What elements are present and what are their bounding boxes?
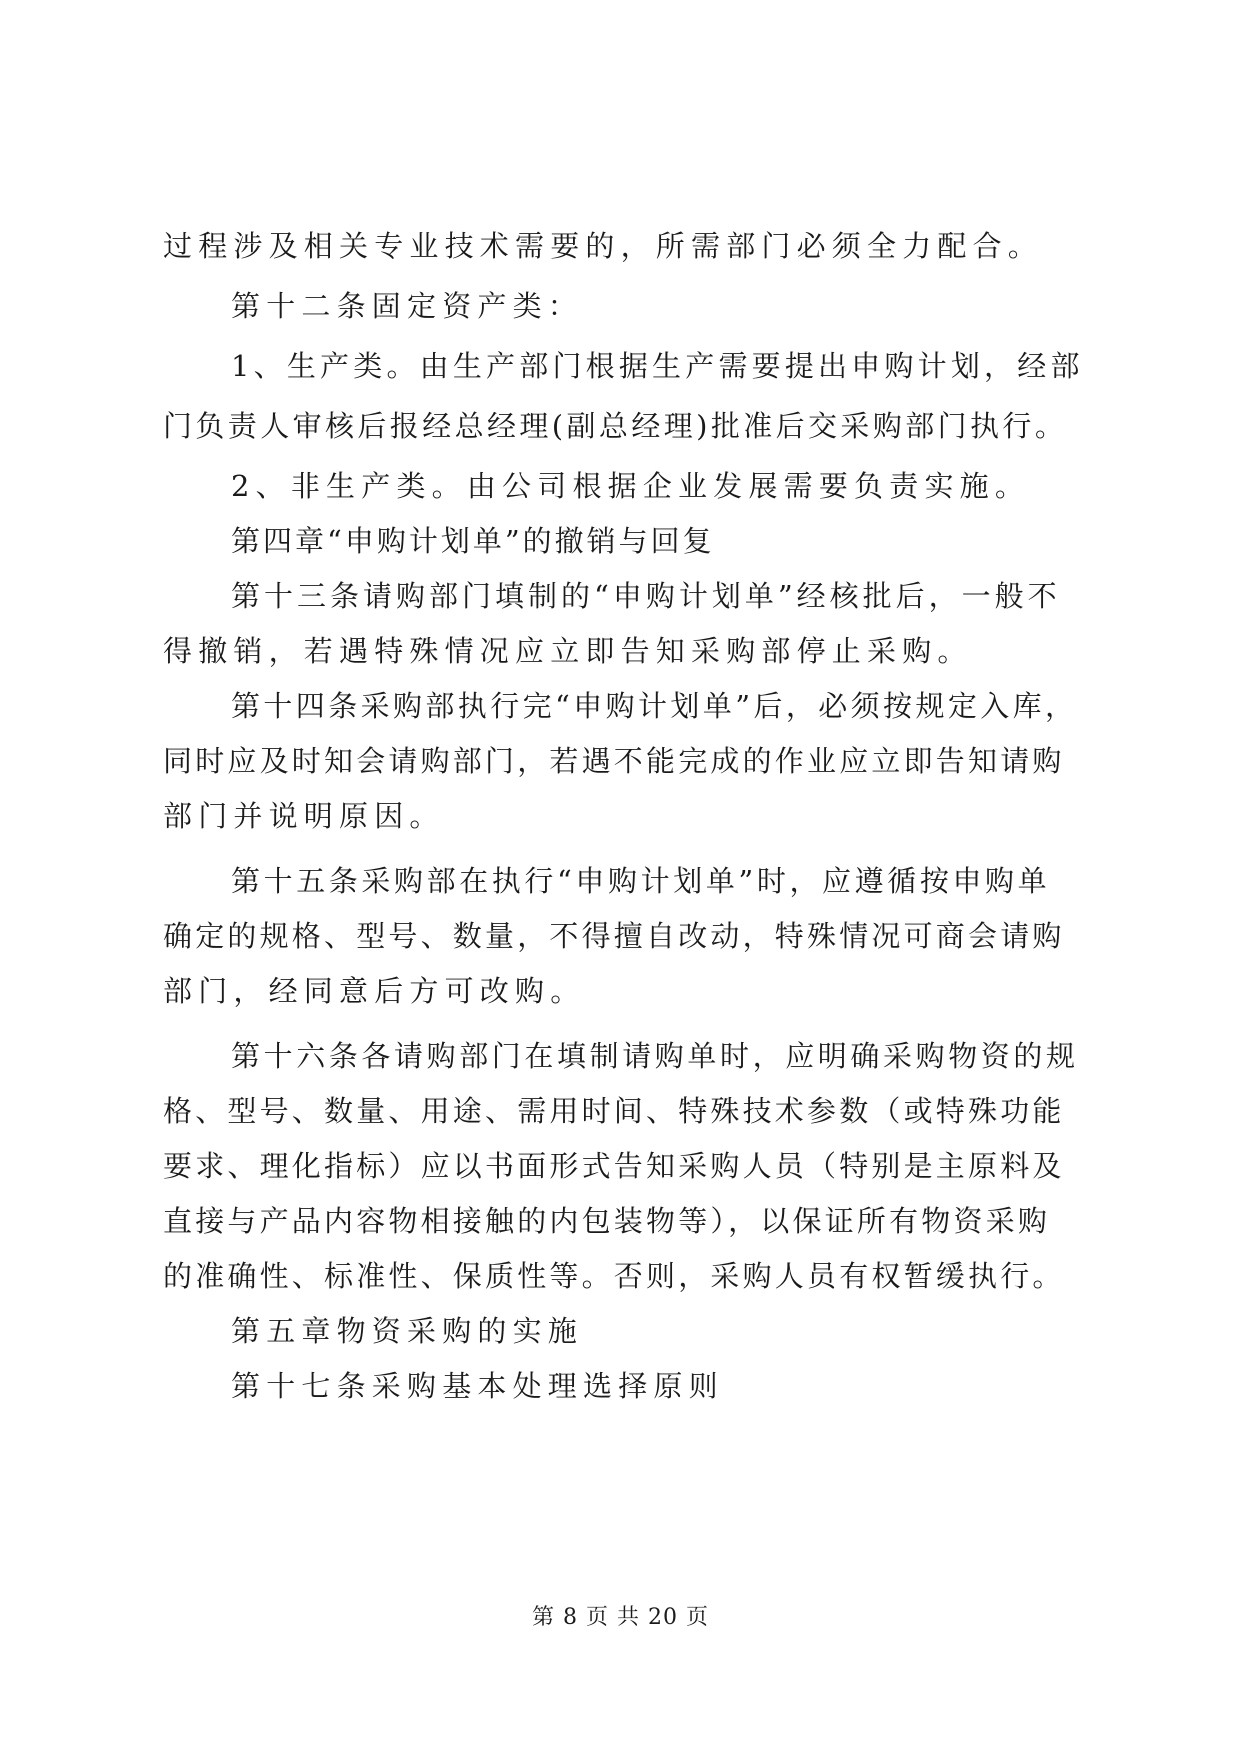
text-line: 第十三条请购部门填制的“申购计划单”经核批后，一般不 bbox=[231, 579, 1061, 613]
text-line: 同时应及时知会请购部门，若遇不能完成的作业应立即告知请购 bbox=[163, 744, 1065, 778]
text-line: 的准确性、标准性、保质性等。否则，采购人员有权暂缓执行。 bbox=[163, 1259, 1065, 1293]
text-line: 2、非生产类。由公司根据企业发展需要负责实施。 bbox=[231, 469, 1031, 503]
text-line: 部门并说明原因。 bbox=[163, 799, 445, 833]
text-line: 第十四条采购部执行完“申购计划单”后，必须按规定入库， bbox=[231, 689, 1078, 723]
text-line: 确定的规格、型号、数量，不得擅自改动，特殊情况可商会请购 bbox=[163, 919, 1065, 953]
text-line: 直接与产品内容物相接触的内包装物等），以保证所有物资采购 bbox=[163, 1204, 1051, 1238]
article-heading: 第十七条采购基本处理选择原则 bbox=[231, 1369, 724, 1403]
text-line: 要求、理化指标）应以书面形式告知采购人员（特别是主原料及 bbox=[163, 1149, 1065, 1183]
text-line: 过程涉及相关专业技术需要的，所需部门必须全力配合。 bbox=[163, 229, 1044, 263]
text-line: 第十五条采购部在执行“申购计划单”时，应遵循按申购单 bbox=[231, 864, 1051, 898]
chapter-heading: 第五章物资采购的实施 bbox=[231, 1314, 584, 1348]
text-line: 门负责人审核后报经总经理(副总经理)批准后交采购部门执行。 bbox=[163, 409, 1068, 443]
page-number-footer: 第 8 页 共 20 页 bbox=[532, 1605, 709, 1630]
text-line: 部门，经同意后方可改购。 bbox=[163, 974, 586, 1008]
text-line: 1、生产类。由生产部门根据生产需要提出申购计划，经部 bbox=[231, 349, 1084, 383]
text-line: 格、型号、数量、用途、需用时间、特殊技术参数（或特殊功能 bbox=[163, 1094, 1065, 1128]
text-line: 得撤销，若遇特殊情况应立即告知采购部停止采购。 bbox=[163, 634, 973, 668]
chapter-heading: 第四章“申购计划单”的撤销与回复 bbox=[231, 524, 715, 558]
article-heading: 第十二条固定资产类： bbox=[231, 289, 584, 323]
text-line: 第十六条各请购部门在填制请购单时，应明确采购物资的规 bbox=[231, 1039, 1079, 1073]
